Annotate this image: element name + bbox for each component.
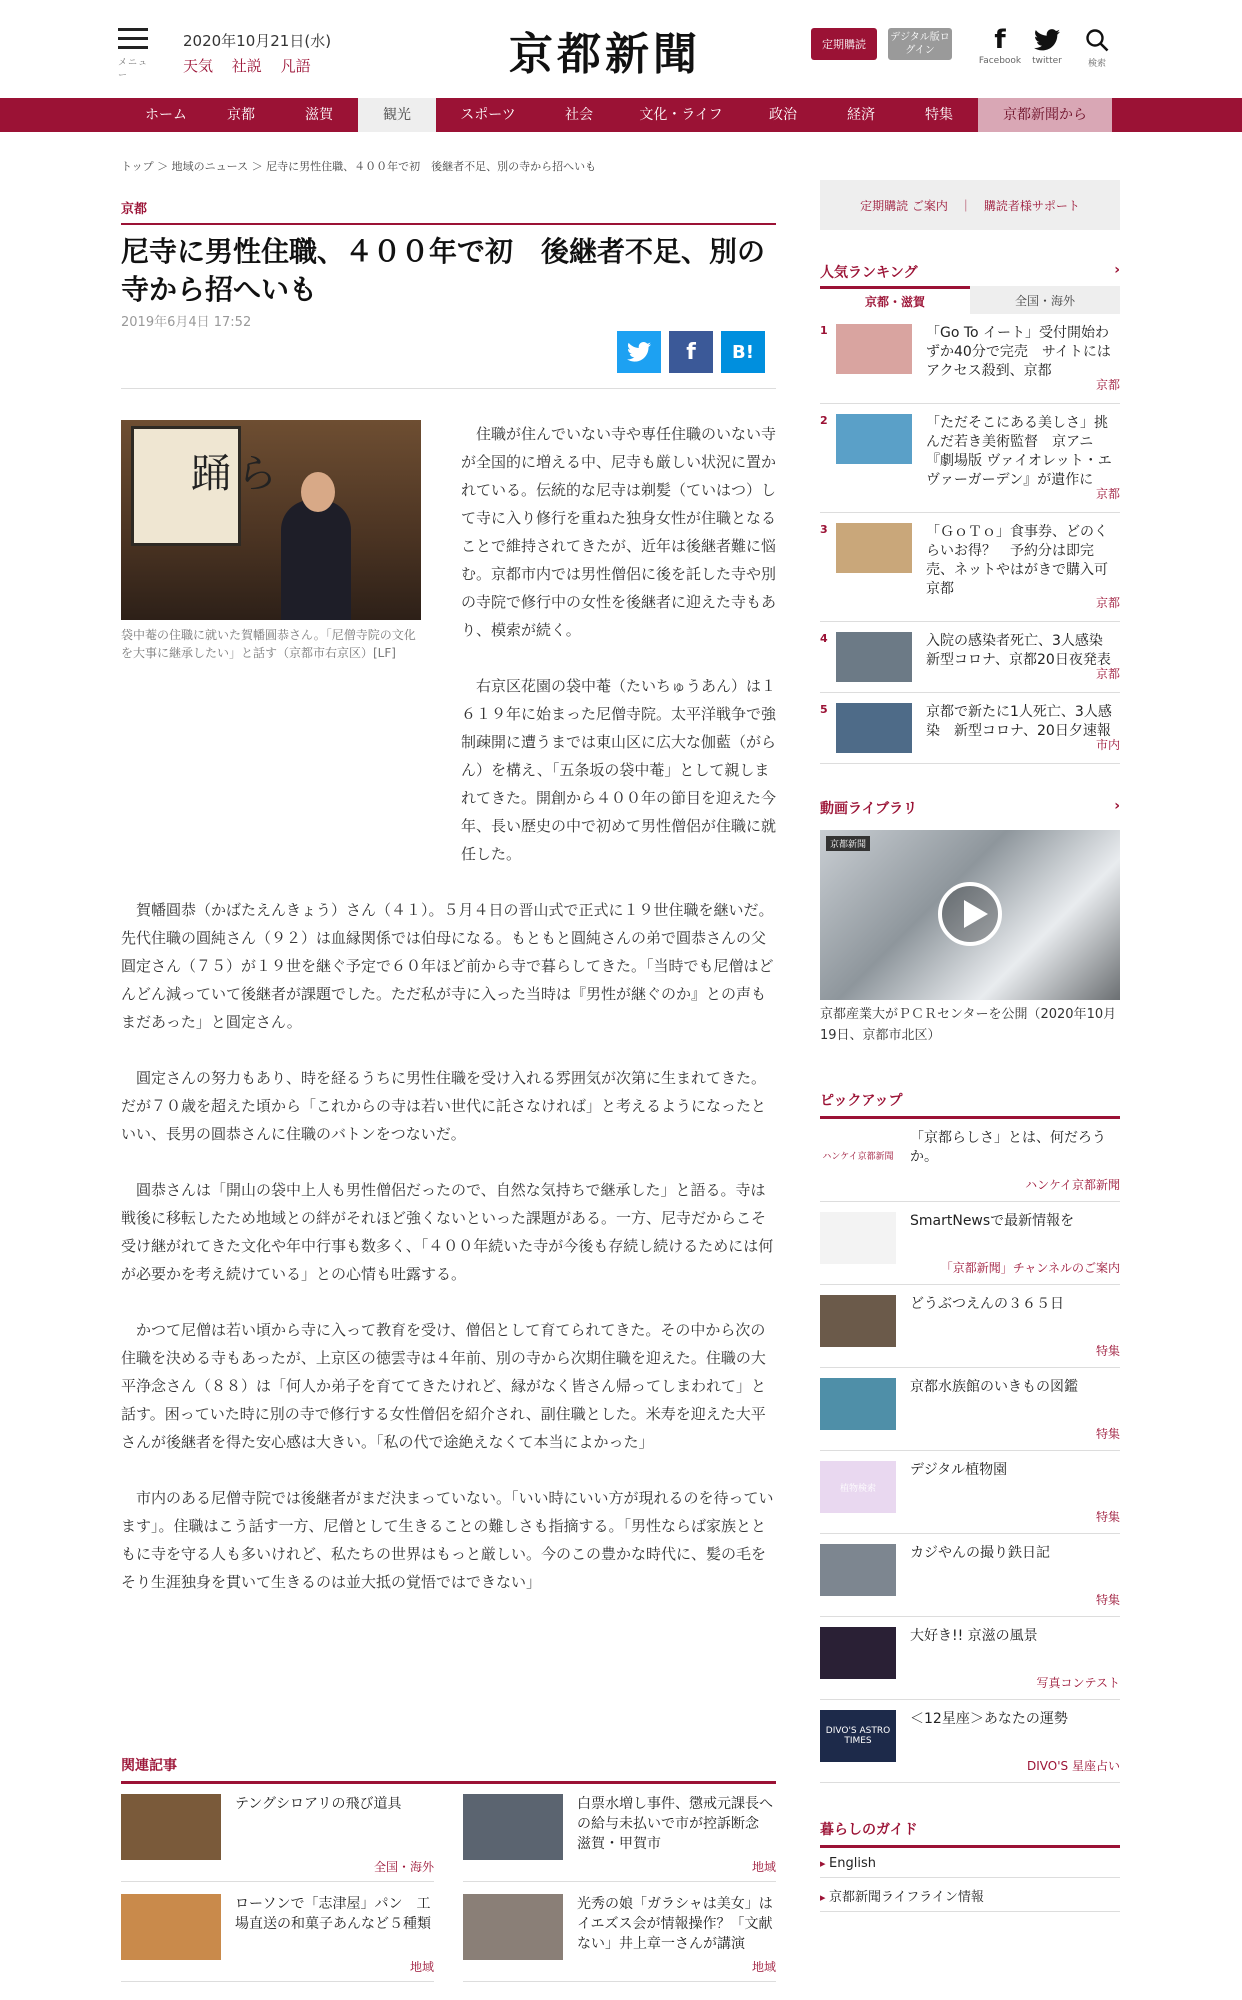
ranking-headline: 「ＧｏＴｏ」食事券、どのくらいお得？ 予約分は即完売、ネットやはがきで購入可 京都 京都	[926, 523, 1120, 613]
pickup-tag: 特集	[1095, 1427, 1120, 1441]
ranking-thumbnail	[836, 632, 912, 682]
search-link[interactable]	[1072, 24, 1122, 69]
ranking-tag: 市内	[1095, 738, 1120, 752]
pickup-thumbnail-text: ハンケイ京都新聞	[822, 1151, 894, 1162]
pickup-item[interactable]	[820, 1534, 1120, 1617]
ranking-thumbnail	[836, 523, 912, 573]
nav-item-home[interactable]: ホーム	[145, 107, 187, 123]
related-article-item[interactable]	[463, 1794, 776, 1882]
article-paragraph: 市内のある尼僧寺院では後継者がまだ決まっていない。「いい時にいい方が現れるのを待っています」。住職はこう話す一方、尼僧として生きることの難しさも指摘する。「男性ならば家族とともに寺を守る人も多いけれど、私たちの世界はもっと厳しい。今のこの豊かな時代に、髪の毛をそり生涯独身を貫いて生きるのは並大抵の覚悟ではできない」	[121, 1489, 774, 1591]
pickup-thumbnail	[820, 1378, 896, 1430]
article-paragraph: 圓恭さんは「開山の袋中上人も男性僧侶だったので、自然な気持ちで継承した」と語る。寺は戦後に移転したため地域との絆がそれほど強くないといった課題がある。一方、尼寺だからこそ受け継がれてきた文化や年中行事も数多く、「４００年続いた寺が今後も存続し続けるためには何が必要かを考え続けている」との心情も吐露する。	[121, 1181, 774, 1283]
related-headline: テングシロアリの飛び道具 全国・海外	[235, 1794, 434, 1873]
search-icon	[1072, 24, 1122, 56]
video-player[interactable]	[820, 830, 1120, 1000]
pickup-thumbnail	[820, 1544, 896, 1596]
related-articles	[121, 1755, 776, 1994]
facebook-share-button[interactable]: f	[669, 331, 713, 373]
guide-title: 暮らしのガイド	[820, 1819, 1120, 1848]
related-headline: 白票水増し事件、懲戒元課長への給与未払いで市が控訴断念 滋賀・甲賀市 地域	[577, 1794, 776, 1873]
related-thumbnail	[121, 1894, 221, 1960]
ranking-headline: 京都で新たに1人死亡、3人感染 新型コロナ、20日夕速報 市内	[926, 703, 1120, 755]
pickup-thumbnail-text: DIVO'S ASTRO TIMES	[825, 1726, 891, 1746]
pickup-tag: 特集	[1095, 1510, 1120, 1524]
nav-item-shiga[interactable]: 滋賀	[305, 107, 333, 123]
article-paragraph: 右京区花園の袋中菴（たいちゅうあん）は１６１９年に始まった尼僧寺院。太平洋戦争で強制疎開に遭うまでは東山区に広大な伽藍（がらん）を構え、「五条坂の袋中菴」として親しまれてきた。開創から４００年の節目を迎えた今年、長い歴史の中で初めて男性僧侶が住職に就任した。	[461, 677, 777, 863]
calligraphy: 踊ら	[191, 451, 283, 497]
pickup-list	[820, 1119, 1120, 1783]
article-body	[121, 420, 776, 1596]
pickup-headline: 大好き!! 京滋の風景 写真コンテスト	[910, 1627, 1120, 1691]
play-icon[interactable]	[938, 882, 1002, 946]
related-grid	[121, 1794, 776, 1994]
pickup-item[interactable]	[820, 1451, 1120, 1534]
sidebar	[820, 180, 1120, 1912]
publish-date: 2019年6月4日 17:52	[121, 315, 252, 330]
pickup-thumbnail	[820, 1295, 896, 1347]
ranking-item[interactable]	[820, 622, 1120, 693]
weather-link[interactable]: 天気	[183, 57, 214, 75]
pickup-headline: デジタル植物園 特集	[910, 1461, 1120, 1525]
pickup-tag: DIVO'S 星座占い	[1027, 1759, 1120, 1773]
nav-item-culture[interactable]: 文化・ライフ	[639, 107, 723, 123]
pickup-item[interactable]	[820, 1202, 1120, 1285]
chevron-right-icon: ›	[1114, 798, 1120, 814]
nav-item-sports[interactable]: スポーツ	[460, 107, 516, 123]
ranking-headline: 「Go To イート」受付開始わずか40分で完売 サイトにはアクセス殺到、京都 京都	[926, 324, 1120, 395]
ranking-tag: 京都	[1095, 667, 1120, 681]
photo-caption: 袋中菴の住職に就いた賀幡圓恭さん。「尼僧寺院の文化を大事に継承したい」と話す（京都市右京区）[LF]	[121, 628, 416, 660]
ranking-title[interactable]: 人気ランキング ›	[820, 262, 1120, 281]
pickup-item[interactable]	[820, 1700, 1120, 1783]
video-channel-logo: 京都新聞	[826, 836, 870, 851]
pickup-item[interactable]	[820, 1368, 1120, 1451]
site-logo[interactable]: 京都新聞	[509, 29, 701, 80]
pickup-thumbnail	[820, 1212, 896, 1264]
article-paragraph: 住職が住んでいない寺や専任住職のいない寺が全国的に増える中、尼寺も厳しい状況に置かれている。伝統的な尼寺は剃髪（ていはつ）して寺に入り修行を重ねた独身女性が住職となることで維持されてきたが、近年は後継者難に悩む。京都市内では男性僧侶に後を託した寺や別の寺院で修行中の女性を後継者に迎えた寺もあり、模索が続く。	[461, 425, 777, 639]
pickup-headline: 京都水族館のいきもの図鑑 特集	[910, 1378, 1120, 1442]
related-article-item[interactable]	[121, 1894, 434, 1982]
related-thumbnail	[463, 1794, 563, 1860]
subscription-box[interactable]: 定期購読 ご案内 ｜ 購読者様サポート	[820, 180, 1120, 230]
rank-number: 1	[820, 324, 828, 337]
ranking-thumbnail	[836, 703, 912, 753]
tab-kyoto-shiga[interactable]: 京都・滋賀	[820, 286, 970, 314]
pickup-tag: 「京都新聞」チャンネルのご案内	[940, 1261, 1120, 1275]
twitter-icon	[627, 342, 651, 362]
bongo-link[interactable]: 凡語	[280, 57, 311, 75]
current-date: 2020年10月21日(水)	[183, 32, 332, 50]
related-tag: 地域	[751, 1960, 776, 1974]
share-buttons	[617, 331, 765, 373]
pickup-thumbnail-text: 植物検索	[839, 1483, 876, 1494]
pickup-tag: 特集	[1095, 1593, 1120, 1607]
guide-item-lifeline[interactable]: ▸ 京都新聞ライフライン情報	[820, 1878, 1120, 1912]
nav-item-kyoto[interactable]: 京都	[227, 107, 255, 123]
pickup-item[interactable]	[820, 1285, 1120, 1368]
subscribe-button[interactable]: 定期購読	[811, 28, 877, 60]
related-headline: 光秀の娘「ガラシャは美女」はイエズス会が情報操作？「文献ない」井上章一さんが講演 地域	[577, 1894, 776, 1973]
ranking-section	[820, 262, 1120, 764]
ranking-item[interactable]	[820, 693, 1120, 764]
divider	[121, 388, 776, 389]
related-tag: 地域	[751, 1860, 776, 1874]
article-headline: 尼寺に男性住職、４００年で初 後継者不足、別の寺から招へいも	[121, 235, 766, 306]
article-paragraph: 圓定さんの努力もあり、時を経るうちに男性住職を受け入れる雰囲気が次第に生まれてきた。だが７０歳を超えた頃から「これからの寺は若い世代に託さなければ」と考えるようになったといい、長男の圓恭さんに住職のバトンをつないだ。	[121, 1069, 767, 1143]
related-thumbnail	[463, 1894, 563, 1960]
guide-section	[820, 1819, 1120, 1912]
ranking-tag: 京都	[1095, 487, 1120, 501]
facebook-link[interactable]	[975, 24, 1025, 66]
pickup-tag: 写真コンテスト	[1036, 1676, 1120, 1690]
pickup-headline: どうぶつえんの３６５日 特集	[910, 1295, 1120, 1359]
search-label: 検索	[1087, 59, 1106, 69]
rank-number: 5	[820, 703, 828, 716]
main-nav	[0, 98, 1242, 132]
pickup-item[interactable]	[820, 1617, 1120, 1700]
nav-item-politics[interactable]: 政治	[769, 107, 797, 123]
video-caption[interactable]: 京都産業大がＰＣＲセンターを公開（2020年10月19日、京都市北区）	[820, 1007, 1117, 1043]
ranking-headline: 「ただそこにある美しさ」挑んだ若き美術監督 京アニ『劇場版 ヴァイオレット・エヴァーガーデン』が遺作に 京都	[926, 414, 1120, 504]
hamburger-icon	[118, 28, 148, 31]
related-article-item[interactable]	[463, 1894, 776, 1982]
site-header	[0, 0, 1242, 98]
rank-number: 2	[820, 414, 828, 427]
pickup-tag: ハンケイ京都新聞	[1025, 1178, 1120, 1192]
nav-item-from-kyoto-shimbun[interactable]: 京都新聞から	[978, 98, 1112, 132]
article-paragraph: かつて尼僧は若い頃から寺に入って教育を受け、僧侶として育てられてきた。その中から次の住職を決める寺もあったが、上京区の徳雲寺は４年前、別の寺から次期住職を迎えた。住職の大平浄念さん（８８）は「何人か弟子を育ててきたけれど、縁がなく皆さん帰ってしまわれて」と話す。困っていた時に別の寺で修行する女性僧侶を紹介され、副住職とした。米寿を迎えた大平さんが後継者を得た安心感は大きい。「私の代で途絶えなくて本当によかった」	[121, 1321, 767, 1451]
pickup-tag: 特集	[1095, 1344, 1120, 1358]
ranking-tag: 京都	[1095, 378, 1120, 392]
related-tag: 全国・海外	[373, 1860, 434, 1874]
ranking-item[interactable]	[820, 513, 1120, 622]
menu-button[interactable]	[118, 28, 156, 81]
chevron-right-icon: ›	[1114, 262, 1120, 278]
nav-item-economy[interactable]: 経済	[847, 107, 875, 123]
pickup-headline: ＜12星座＞あなたの運勢 DIVO'S 星座占い	[910, 1710, 1120, 1774]
facebook-label: Facebook	[978, 56, 1022, 66]
pickup-thumbnail	[820, 1627, 896, 1679]
pickup-thumbnail	[820, 1461, 896, 1513]
twitter-share-button[interactable]	[617, 331, 661, 373]
ranking-tag: 京都	[1095, 596, 1120, 610]
related-title: 関連記事	[121, 1755, 776, 1784]
guide-item-english[interactable]: ▸ English	[820, 1848, 1120, 1878]
pickup-thumbnail	[820, 1710, 896, 1762]
ranking-tabs	[820, 286, 1120, 314]
pickup-thumbnail	[820, 1129, 896, 1181]
date-block	[183, 30, 331, 76]
twitter-icon	[1022, 24, 1072, 56]
pickup-headline: SmartNewsで最新情報を 「京都新聞」チャンネルのご案内	[910, 1212, 1120, 1276]
pickup-section	[820, 1090, 1120, 1783]
video-title[interactable]: 動画ライブラリ ›	[820, 798, 1120, 817]
nav-item-feature[interactable]: 特集	[925, 107, 953, 123]
breadcrumb[interactable]: トップ ＞ 地域のニュース ＞ 尼寺に男性住職、４００年で初 後継者不足、別の寺から招へいも	[121, 160, 597, 173]
pickup-headline: 「京都らしさ」とは、何だろうか。 ハンケイ京都新聞	[910, 1129, 1120, 1193]
nav-item-society[interactable]: 社会	[565, 107, 593, 123]
article	[121, 198, 777, 1591]
pickup-headline: カジやんの撮り鉄日記 特集	[910, 1544, 1120, 1608]
rank-number: 3	[820, 523, 828, 536]
tab-national[interactable]: 全国・海外	[970, 286, 1120, 314]
related-article-item[interactable]	[121, 1794, 434, 1882]
hatena-bookmark-button[interactable]: B!	[721, 331, 765, 373]
related-headline: ローソンで「志津屋」パン 工場直送の和菓子あんなど５種類 地域	[235, 1894, 434, 1973]
rank-number: 4	[820, 632, 828, 645]
article-paragraph: 賀幡圓恭（かばたえんきょう）さん（４１）。５月４日の晋山式で正式に１９世住職を継いだ。先代住職の圓純さん（９２）は血縁関係では伯母になる。もともと圓純さんの弟で圓恭さんの父圓定さん（７５）が１９世を継ぐ予定で６０年ほど前から寺で暮らしてきた。「当時でも尼僧はどんどん減っていて後継者が課題でした。ただ私が寺に入った当時は『男性が継ぐのか』との声もまだあった」と圓定さん。	[121, 901, 774, 1031]
nav-item-tourism[interactable]: 観光	[358, 98, 436, 132]
pickup-item[interactable]	[820, 1119, 1120, 1202]
facebook-icon: f	[994, 25, 1006, 55]
editorial-link[interactable]: 社説	[231, 57, 262, 75]
ranking-list	[820, 314, 1120, 764]
ranking-item[interactable]	[820, 404, 1120, 513]
twitter-label: twitter	[1032, 56, 1062, 66]
twitter-link[interactable]	[1022, 24, 1072, 66]
related-thumbnail	[121, 1794, 221, 1860]
menu-label: メニュー	[118, 58, 149, 81]
section-label[interactable]: 京都	[121, 198, 776, 225]
video-section	[820, 798, 1120, 1046]
ranking-headline: 入院の感染者死亡、3人感染 新型コロナ、京都20日夜発表 京都	[926, 632, 1120, 684]
pickup-title: ピックアップ	[820, 1090, 1120, 1119]
ranking-item[interactable]	[820, 314, 1120, 404]
digital-login-button[interactable]: デジタル版ログイン	[888, 28, 952, 60]
ranking-thumbnail	[836, 324, 912, 374]
related-tag: 地域	[409, 1960, 434, 1974]
ranking-thumbnail	[836, 414, 912, 464]
